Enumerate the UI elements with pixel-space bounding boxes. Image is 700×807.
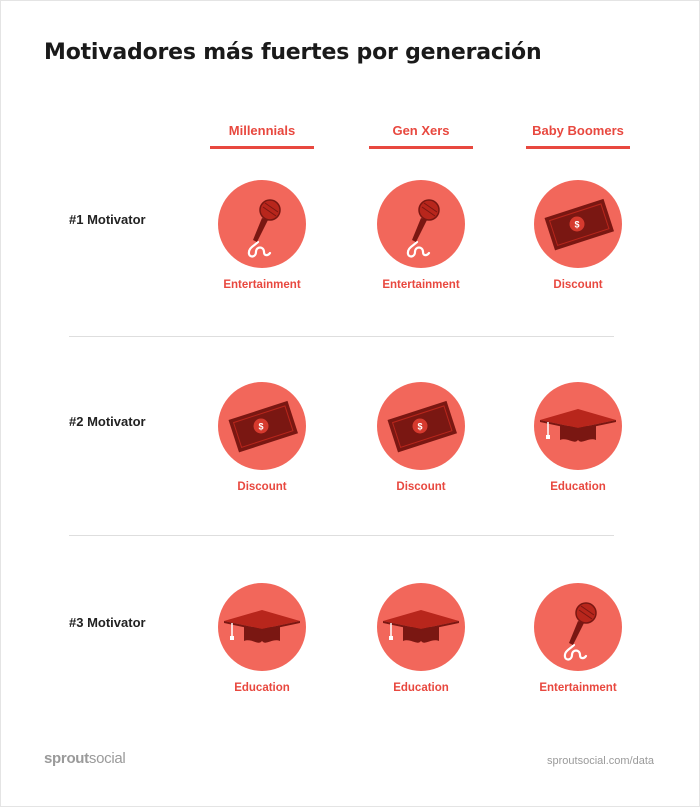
column-header-underline <box>210 146 314 149</box>
svg-text:$: $ <box>574 219 580 230</box>
svg-text:$: $ <box>417 421 423 432</box>
graduation-cap-icon <box>534 382 622 470</box>
microphone-icon <box>218 180 306 268</box>
money-icon <box>534 180 622 268</box>
motivator-cell <box>518 382 638 493</box>
motivator-label: Education <box>234 682 290 694</box>
motivator-cell <box>518 583 638 694</box>
motivator-cell <box>202 180 322 291</box>
row-label: #3 Motivator <box>69 615 146 630</box>
logo-text-thin: social <box>88 750 126 767</box>
money-icon <box>377 382 465 470</box>
motivator-cell <box>202 583 322 694</box>
motivator-label: Entertainment <box>382 279 460 291</box>
motivator-cell <box>361 180 481 291</box>
money-icon <box>218 382 306 470</box>
motivator-label: Education <box>393 682 449 694</box>
logo-text-bold: sprout <box>44 750 89 767</box>
motivator-cell <box>518 180 638 291</box>
motivator-cell <box>361 583 481 694</box>
column-header: Millennials <box>228 123 296 138</box>
row-label: #2 Motivator <box>69 414 146 429</box>
column-header-underline <box>369 146 473 149</box>
motivator-label: Discount <box>237 481 287 493</box>
motivator-label: Education <box>550 481 606 493</box>
motivator-label: Discount <box>553 279 603 291</box>
svg-text:$: $ <box>258 421 264 432</box>
page-title: Motivadores más fuertes por generación <box>44 40 542 65</box>
motivator-label: Discount <box>396 481 446 493</box>
column-header: Baby Boomers <box>532 123 624 138</box>
motivator-cell <box>202 382 322 493</box>
motivator-label: Entertainment <box>539 682 617 694</box>
motivator-cell <box>361 382 481 493</box>
row-label: #1 Motivator <box>69 212 146 227</box>
motivator-label: Entertainment <box>223 279 301 291</box>
microphone-icon <box>377 180 465 268</box>
source-url: sproutsocial.com/data <box>547 755 654 767</box>
graduation-cap-icon <box>377 583 465 671</box>
column-header: Gen Xers <box>392 123 450 138</box>
sproutsocial-logo <box>44 750 125 767</box>
microphone-icon <box>534 583 622 671</box>
column-header-underline <box>526 146 630 149</box>
row-divider <box>69 336 614 337</box>
row-divider <box>69 535 614 536</box>
graduation-cap-icon <box>218 583 306 671</box>
